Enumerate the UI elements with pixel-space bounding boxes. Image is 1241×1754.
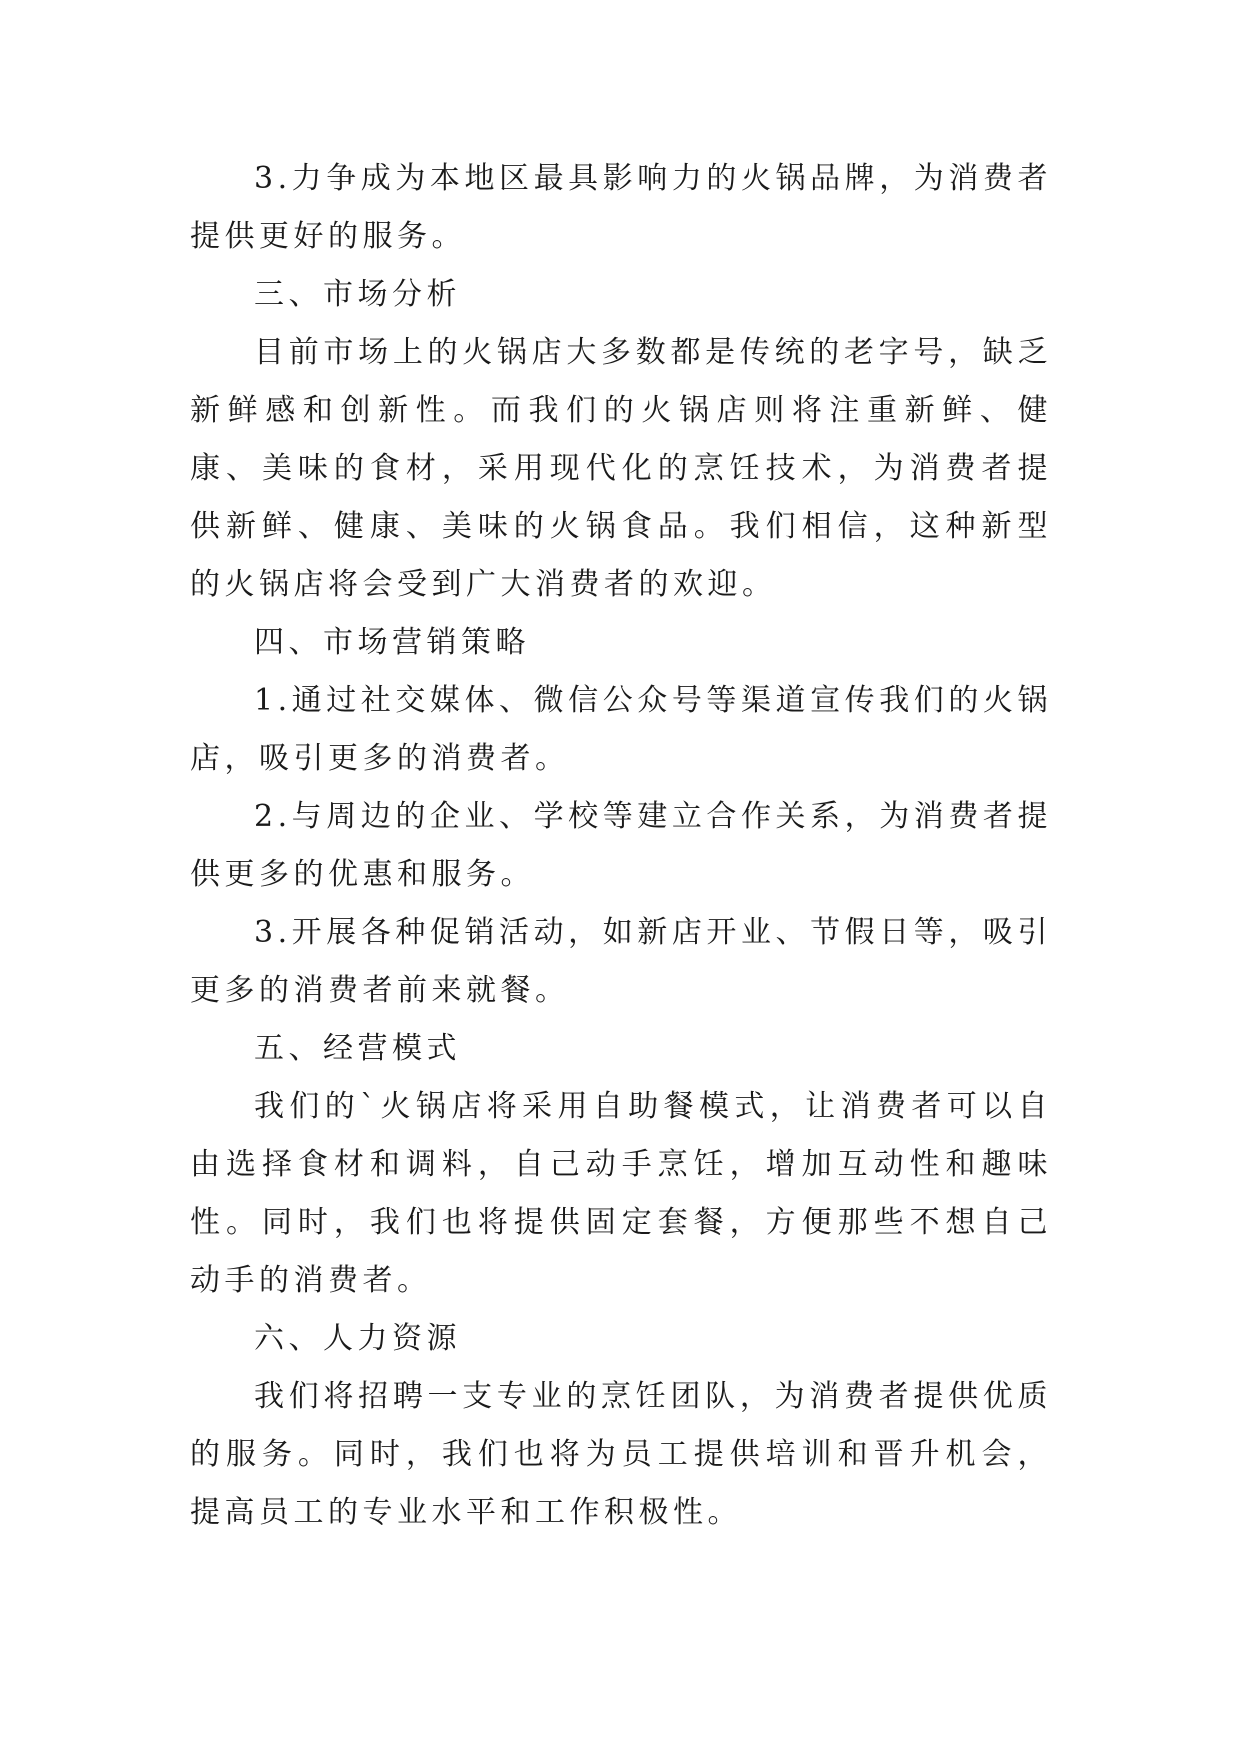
human-resources-paragraph: 我们将招聘一支专业的烹饪团队，为消费者提供优质的服务。同时，我们也将为员工提供培训和晋升机会，提高员工的专业水平和工作积极性。	[190, 1379, 1052, 1530]
strategy-item-1: 1.通过社交媒体、微信公众号等渠道宣传我们的火锅店，吸引更多的消费者。	[190, 683, 1052, 776]
section-heading-marketing-strategy: 四、市场营销策略	[254, 625, 530, 660]
section-heading-business-model: 五、经营模式	[254, 1031, 461, 1066]
strategy-item-2: 2.与周边的企业、学校等建立合作关系，为消费者提供更多的优惠和服务。	[190, 799, 1052, 892]
goal-item-3: 3.力争成为本地区最具影响力的火锅品牌，为消费者提供更好的服务。	[190, 161, 1052, 254]
document-page	[190, 150, 1052, 1542]
strategy-item-3: 3.开展各种促销活动，如新店开业、节假日等，吸引更多的消费者前来就餐。	[190, 915, 1052, 1008]
market-analysis-paragraph: 目前市场上的火锅店大多数都是传统的老字号，缺乏新鲜感和创新性。而我们的火锅店则将注重新鲜、健康、美味的食材，采用现代化的烹饪技术，为消费者提供新鲜、健康、美味的火锅食品。我们相信，这种新型的火锅店将会受到广大消费者的欢迎。	[190, 335, 1052, 602]
business-model-paragraph: 我们的`火锅店将采用自助餐模式，让消费者可以自由选择食材和调料，自己动手烹饪，增加互动性和趣味性。同时，我们也将提供固定套餐，方便那些不想自己动手的消费者。	[190, 1089, 1052, 1298]
section-heading-human-resources: 六、人力资源	[254, 1321, 461, 1356]
section-heading-market-analysis: 三、市场分析	[254, 277, 461, 312]
